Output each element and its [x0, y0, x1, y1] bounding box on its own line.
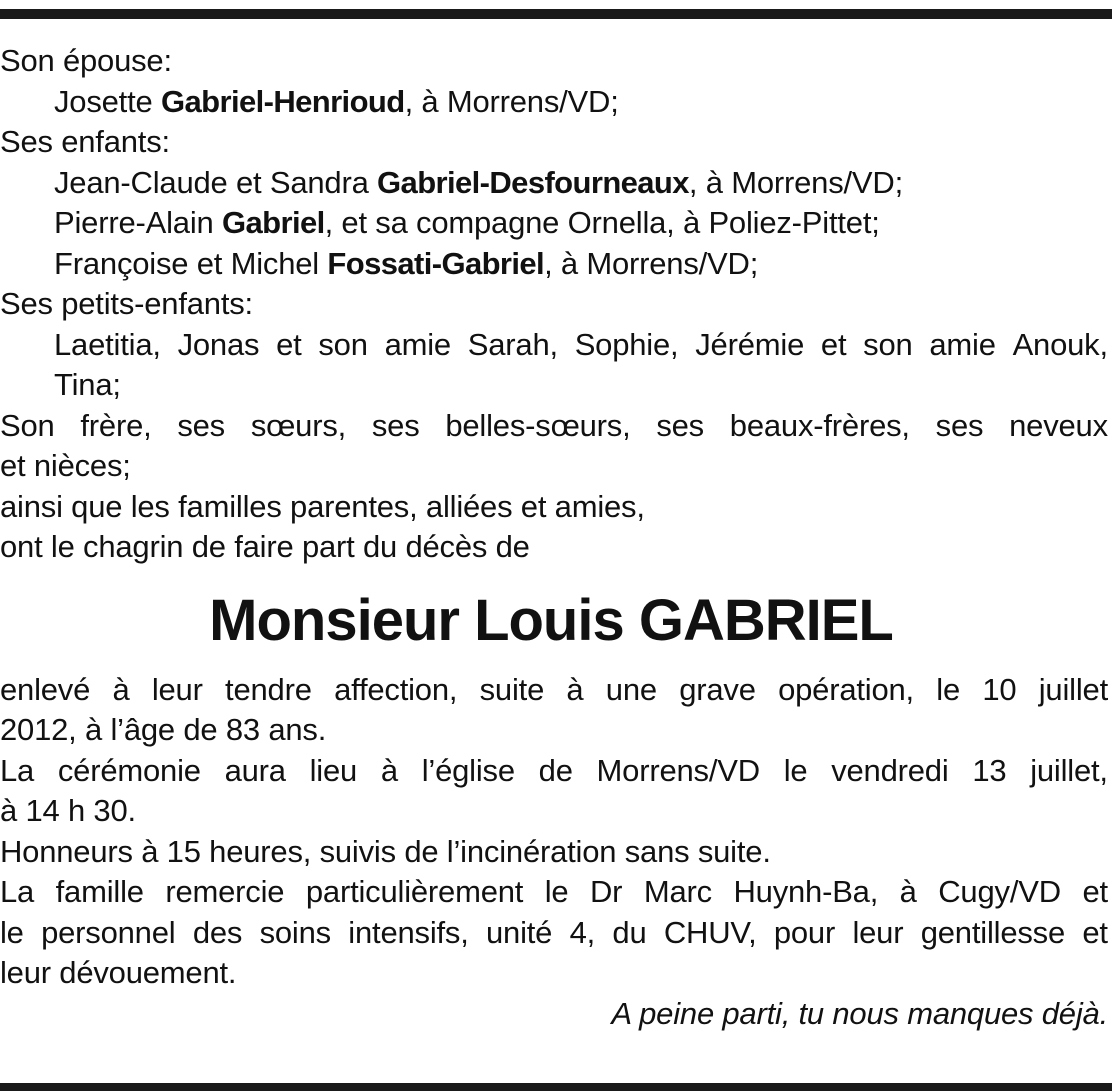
word: Jérémie: [695, 326, 805, 362]
word: soins: [259, 914, 331, 950]
word: Son: [0, 407, 55, 443]
bottom-rule: [0, 1083, 1112, 1091]
word: du: [612, 914, 647, 950]
word: sœurs,: [250, 407, 347, 443]
child-surname: Gabriel-Desfourneaux: [377, 164, 689, 200]
top-rule: [0, 9, 1112, 19]
word: famille: [55, 874, 144, 909]
word: Anouk,: [1012, 326, 1108, 362]
word: lieu: [309, 752, 358, 788]
word: beaux-frères,: [729, 407, 910, 443]
word: à: [112, 671, 130, 707]
word: pour: [773, 914, 836, 950]
child-surname: Fossati-Gabriel: [327, 245, 545, 281]
death-line: [0, 670, 1108, 711]
child-surname: Gabriel: [221, 205, 325, 240]
word: le: [0, 914, 24, 950]
word: Sarah,: [467, 326, 558, 362]
word: enlevé: [0, 671, 91, 707]
word: son: [318, 326, 368, 362]
child-line: Pierre-Alain Gabriel, et sa compagne Ornella, à Poliez-Pittet;: [54, 205, 880, 240]
word: à: [380, 752, 398, 788]
word: cérémonie: [57, 752, 201, 788]
word: intensifs,: [348, 914, 469, 950]
word: grave: [679, 671, 756, 707]
child-line: Jean-Claude et Sandra Gabriel-Desfourneaux, à Morrens/VD;: [54, 164, 903, 200]
thanks-line: [0, 872, 1108, 913]
word: Sophie,: [574, 326, 679, 362]
families-line: ainsi que les familles parentes, alliées et amies,: [0, 488, 645, 524]
word: La: [0, 752, 35, 788]
word: gentillesse: [920, 914, 1065, 950]
word: CHUV,: [663, 914, 757, 950]
relatives-line: [0, 406, 1108, 447]
word: ses: [935, 407, 984, 443]
word: aura: [224, 752, 286, 788]
ceremony-line: [0, 751, 1108, 792]
obituary-notice: [0, 41, 1108, 1034]
word: unité: [486, 914, 553, 950]
word: juillet,: [1030, 752, 1108, 788]
word: leur: [852, 914, 904, 950]
word: des: [192, 914, 243, 950]
word: vendredi: [831, 752, 949, 788]
spouse-line: Josette Gabriel-Henrioud, à Morrens/VD;: [54, 83, 619, 119]
word: et: [1082, 874, 1108, 909]
word: Morrens/VD: [596, 752, 760, 788]
ceremony-line-end: à 14 h 30.: [0, 793, 136, 828]
word: Marc: [643, 874, 712, 909]
grandchildren-line-end: Tina;: [54, 367, 121, 402]
word: ses: [177, 407, 225, 443]
spouse-heading: Son épouse:: [0, 43, 172, 78]
word: 13: [972, 752, 1007, 788]
deceased-name: Monsieur Louis GABRIEL: [209, 587, 893, 653]
announce-line: ont le chagrin de faire part du décès de: [0, 529, 530, 564]
thanks-line-end: leur dévouement.: [0, 955, 237, 990]
death-line-end: 2012, à l’âge de 83 ans.: [0, 712, 327, 747]
thanks-line: [0, 913, 1108, 954]
word: ses: [656, 407, 704, 443]
word: personnel: [41, 914, 176, 950]
word: frère,: [80, 407, 152, 443]
word: juillet: [1038, 671, 1108, 707]
word: Dr: [590, 874, 623, 909]
closing-phrase: A peine parti, tu nous manques déjà.: [611, 995, 1108, 1031]
honours-line: Honneurs à 15 heures, suivis de l’incinération sans suite.: [0, 833, 771, 869]
word: belles-sœurs,: [445, 407, 631, 443]
word: ses: [371, 407, 420, 443]
relatives-line-end: et nièces;: [0, 448, 131, 483]
word: son: [863, 326, 913, 362]
word: opération,: [778, 671, 914, 707]
word: à: [566, 671, 584, 707]
word: affection,: [334, 671, 458, 707]
word: et: [276, 326, 302, 362]
word: et: [1082, 914, 1108, 950]
word: Laetitia,: [54, 326, 161, 362]
children-heading: Ses enfants:: [0, 124, 170, 159]
word: 4,: [569, 914, 596, 950]
spouse-surname: Gabriel-Henrioud: [160, 83, 405, 119]
word: amie: [384, 326, 451, 362]
word: le: [783, 752, 808, 788]
word: de: [538, 752, 573, 788]
grandchildren-heading: Ses petits-enfants:: [0, 286, 253, 321]
word: Cugy/VD: [938, 874, 1061, 909]
word: tendre: [225, 671, 312, 707]
grandchildren-line: [0, 325, 1108, 366]
word: leur: [151, 671, 203, 707]
word: et: [820, 326, 847, 362]
word: Jonas: [177, 326, 260, 362]
word: La: [0, 874, 35, 909]
word: remercie: [165, 874, 285, 909]
word: Huynh-Ba,: [733, 874, 879, 909]
word: une: [605, 671, 657, 707]
word: le: [936, 671, 961, 707]
word: 10: [982, 671, 1017, 707]
word: neveux: [1009, 407, 1108, 443]
word: amie: [929, 326, 996, 362]
word: suite: [479, 671, 545, 707]
word: l’église: [421, 752, 515, 788]
child-line: Françoise et Michel Fossati-Gabriel, à Morrens/VD;: [54, 245, 759, 281]
word: particulièrement: [305, 874, 524, 909]
word: le: [544, 874, 569, 909]
word: à: [899, 874, 917, 909]
